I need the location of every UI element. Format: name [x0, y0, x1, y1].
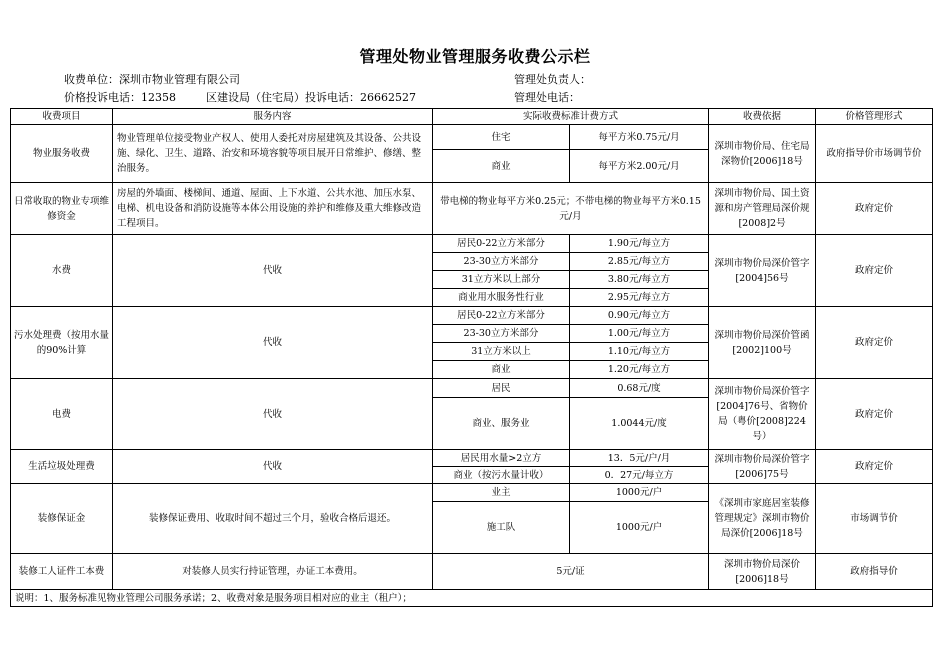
tier-price: 1.20元/每立方	[570, 361, 709, 379]
row-standard: 带电梯的物业每平方米0.25元；不带电梯的物业每平方米0.15元/月	[433, 183, 709, 235]
tier-price: 0.90元/每立方	[570, 307, 709, 325]
row-content: 代收	[113, 307, 433, 379]
price-complaint-phone: 价格投诉电话：12358	[64, 91, 176, 104]
table-row	[11, 450, 933, 467]
standard-price: 0.68元/度	[570, 379, 709, 398]
manager-label: 管理处负责人：	[514, 73, 591, 86]
row-management: 政府指导价市场调节价	[816, 125, 933, 183]
row-content: 物业管理单位接受物业产权人、使用人委托对房屋建筑及其设备、公共设施、绿化、卫生、道路、治安和环境容貌等项目展开日常维护、修缮、整治服务。	[113, 125, 433, 183]
tier-label: 商业	[433, 361, 570, 379]
row-item: 装修工人证件工本费	[11, 554, 113, 590]
table-note: 说明：1、服务标准见物业管理公司服务承诺；2、收费对象是服务项目相对应的业主（租户）；	[11, 590, 933, 607]
tier-label: 居民0-22立方米部分	[433, 235, 570, 253]
standard-type: 居民用水量>2立方	[433, 450, 570, 467]
charging-unit: 收费单位：深圳市物业管理有限公司	[64, 73, 240, 86]
table-row	[11, 554, 933, 590]
row-basis: 深圳市物价局深价管字[2004]76号、省物价局（粤价[2008]224号）	[709, 379, 816, 450]
tier-label: 23-30立方米部分	[433, 253, 570, 271]
page-title: 管理处物业管理服务收费公示栏	[359, 47, 591, 66]
standard-price: 每平方米0.75元/月	[570, 125, 709, 150]
fee-table	[10, 108, 933, 607]
tier-price: 1.00元/每立方	[570, 325, 709, 343]
row-basis: 深圳市物价局深价[2006]18号	[709, 554, 816, 590]
row-item: 污水处理费（按用水量的90%计算	[11, 307, 113, 379]
row-content: 对装修人员实行持证管理，办证工本费用。	[113, 554, 433, 590]
standard-price: 1.0044元/度	[570, 398, 709, 450]
row-item: 装修保证金	[11, 484, 113, 554]
tier-price: 2.85元/每立方	[570, 253, 709, 271]
tier-label: 31立方米以上部分	[433, 271, 570, 289]
row-basis: 《深圳市家庭居室装修管理规定》深圳市物价局深价[2006]18号	[709, 484, 816, 554]
table-row	[11, 484, 933, 502]
tier-price: 1.10元/每立方	[570, 343, 709, 361]
header-content: 服务内容	[113, 109, 433, 125]
standard-price: 1000元/户	[570, 502, 709, 554]
row-content: 房屋的外墙面、楼梯间、通道、屋面、上下水道、公共水池、加压水泵、电梯、机电设备和消防设施等本体公用设施的养护和维修及重大维修改造工程项目。	[113, 183, 433, 235]
row-basis: 深圳市物价局深价管字[2006]75号	[709, 450, 816, 484]
header-item: 收费项目	[11, 109, 113, 125]
standard-price: 1000元/户	[570, 484, 709, 502]
standard-type: 居民	[433, 379, 570, 398]
tier-label: 23-30立方米部分	[433, 325, 570, 343]
standard-type: 施工队	[433, 502, 570, 554]
table-row	[11, 307, 933, 325]
row-item: 日常收取的物业专项维修资金	[11, 183, 113, 235]
tier-price: 3.80元/每立方	[570, 271, 709, 289]
table-header-row	[11, 109, 933, 125]
row-management: 市场调节价	[816, 484, 933, 554]
tier-price: 2.95元/每立方	[570, 289, 709, 307]
standard-type: 商业（按污水量计收）	[433, 467, 570, 484]
row-standard: 5元/证	[433, 554, 709, 590]
standard-type: 业主	[433, 484, 570, 502]
row-basis: 深圳市物价局、国土资源和房产管理局深价规[2008]2号	[709, 183, 816, 235]
tier-price: 1.90元/每立方	[570, 235, 709, 253]
standard-type: 商业、服务业	[433, 398, 570, 450]
row-basis: 深圳市物价局深价管函[2002]100号	[709, 307, 816, 379]
row-content: 装修保证费用、收取时间不超过三个月，验收合格后退还。	[113, 484, 433, 554]
row-basis: 深圳市物价局、住宅局深物价[2006]18号	[709, 125, 816, 183]
row-item: 生活垃圾处理费	[11, 450, 113, 484]
row-basis: 深圳市物价局深价管字[2004]56号	[709, 235, 816, 307]
standard-price: 13．5元/户/月	[570, 450, 709, 467]
row-content: 代收	[113, 450, 433, 484]
district-complaint-phone: 区建设局（住宅局）投诉电话：26662527	[206, 91, 416, 104]
standard-type: 商业	[433, 150, 570, 183]
tier-label: 商业用水服务性行业	[433, 289, 570, 307]
standard-price: 0．27元/每立方	[570, 467, 709, 484]
standard-type: 住宅	[433, 125, 570, 150]
tier-label: 31立方米以上	[433, 343, 570, 361]
row-management: 政府定价	[816, 235, 933, 307]
table-row	[11, 235, 933, 253]
row-item: 电费	[11, 379, 113, 450]
tier-label: 居民0-22立方米部分	[433, 307, 570, 325]
table-row	[11, 125, 933, 150]
row-management: 政府定价	[816, 450, 933, 484]
table-row	[11, 379, 933, 398]
office-phone-label: 管理处电话：	[514, 91, 580, 104]
header-standard: 实际收费标准计费方式	[433, 109, 709, 125]
row-management: 政府定价	[816, 307, 933, 379]
row-management: 政府定价	[816, 183, 933, 235]
row-management: 政府指导价	[816, 554, 933, 590]
row-content: 代收	[113, 235, 433, 307]
header-management: 价格管理形式	[816, 109, 933, 125]
table-row	[11, 183, 933, 235]
row-item: 物业服务收费	[11, 125, 113, 183]
note-row	[11, 590, 933, 607]
standard-price: 每平方米2.00元/月	[570, 150, 709, 183]
row-management: 政府定价	[816, 379, 933, 450]
row-item: 水费	[11, 235, 113, 307]
row-content: 代收	[113, 379, 433, 450]
header-basis: 收费依据	[709, 109, 816, 125]
